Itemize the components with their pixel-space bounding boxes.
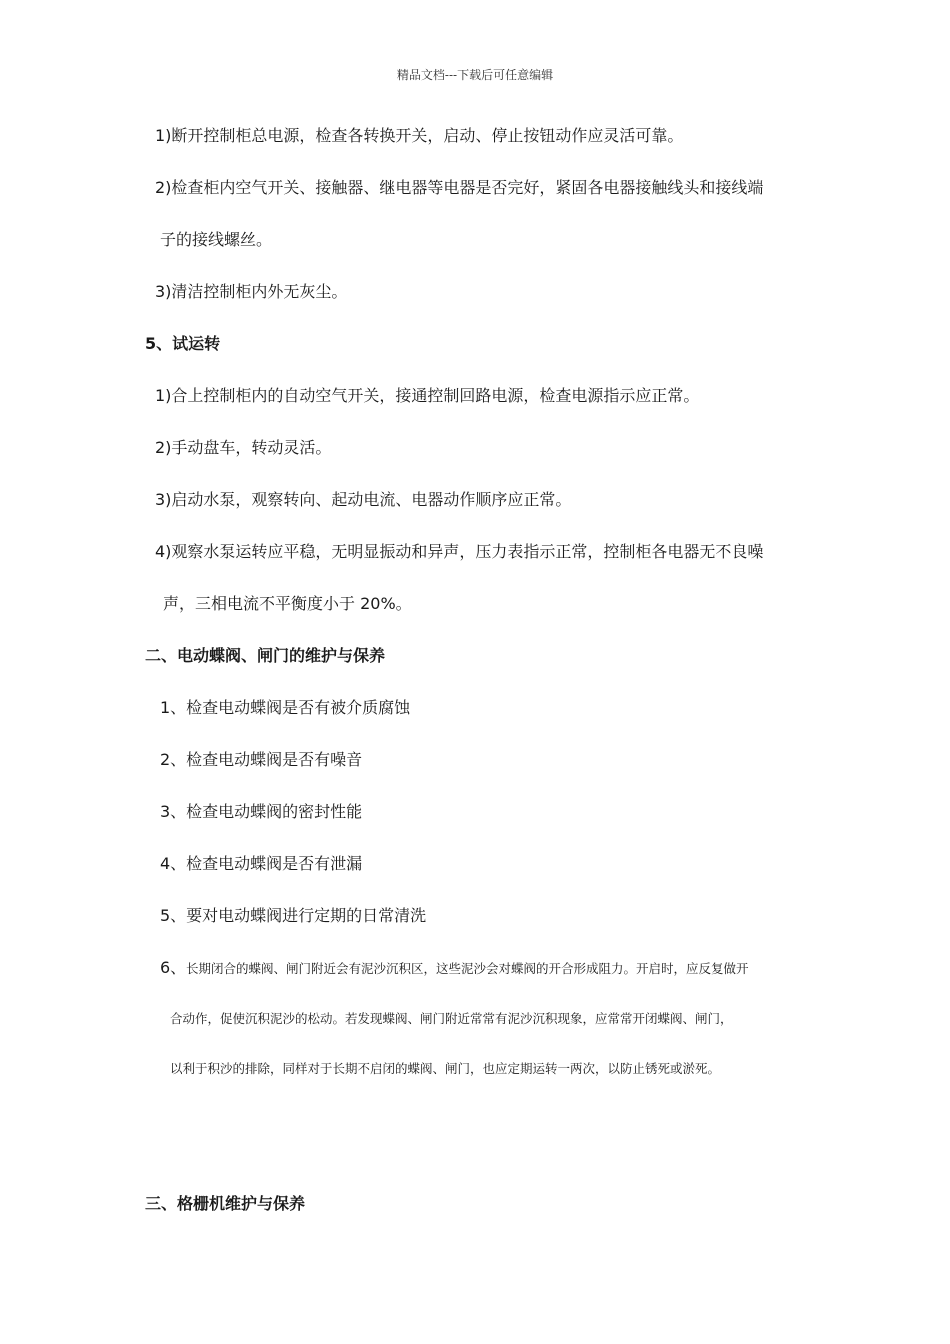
section-grille-heading: 三、格栅机维护与保养 — [145, 1194, 306, 1213]
trial-step-3: 3)启动水泵，观察转向、起动电流、电器动作顺序应正常。 — [155, 490, 572, 509]
valve-item-3: 3、检查电动蝶阀的密封性能 — [160, 802, 363, 821]
valve-item-1: 1、检查电动蝶阀是否有被介质腐蚀 — [160, 698, 411, 717]
section-valve-heading: 二、电动蝶阀、闸门的维护与保养 — [145, 646, 386, 665]
valve-item-6-cont-1: 合动作，促使沉积泥沙的松动。若发现蝶阀、闸门附近常常有泥沙沉积现象，应常常开闭蝶阀、闸门， — [170, 1011, 733, 1026]
step-check-cabinet-cont: 子的接线螺丝。 — [160, 230, 273, 249]
trial-step-4: 4)观察水泵运转应平稳，无明显振动和异声，压力表指示正常，控制柜各电器无不良噪 — [155, 542, 764, 561]
valve-item-6-text: 长期闭合的蝶阀、闸门附近会有泥沙沉积区，这些泥沙会对蝶阀的开合形成阻力。开启时，应反复做开 — [186, 961, 749, 976]
trial-step-1: 1)合上控制柜内的自动空气开关，接通控制回路电源，检查电源指示应正常。 — [155, 386, 700, 405]
valve-item-2: 2、检查电动蝶阀是否有噪音 — [160, 750, 363, 769]
step-check-cabinet: 2)检查柜内空气开关、接触器、继电器等电器是否完好，紧固各电器接触线头和接线端 — [155, 178, 764, 197]
valve-item-4: 4、检查电动蝶阀是否有泄漏 — [160, 854, 363, 873]
step-disconnect-power: 1)断开控制柜总电源，检查各转换开关，启动、停止按钮动作应灵活可靠。 — [155, 126, 684, 145]
valve-item-6-number: 6、 — [160, 958, 187, 977]
section-trial-run-heading: 5、试运转 — [145, 334, 221, 353]
trial-step-4-cont: 声，三相电流不平衡度小于 20%。 — [163, 594, 412, 613]
valve-item-6-cont-2: 以利于积沙的排除，同样对于长期不启闭的蝶阀、闸门，也应定期运转一两次，以防止锈死或淤死。 — [170, 1061, 721, 1076]
page-header: 精品文档---下载后可任意编辑 — [396, 68, 554, 82]
valve-item-5: 5、要对电动蝶阀进行定期的日常清洗 — [160, 906, 427, 925]
step-clean-cabinet: 3)清洁控制柜内外无灰尘。 — [155, 282, 348, 301]
trial-step-2: 2)手动盘车，转动灵活。 — [155, 438, 332, 457]
